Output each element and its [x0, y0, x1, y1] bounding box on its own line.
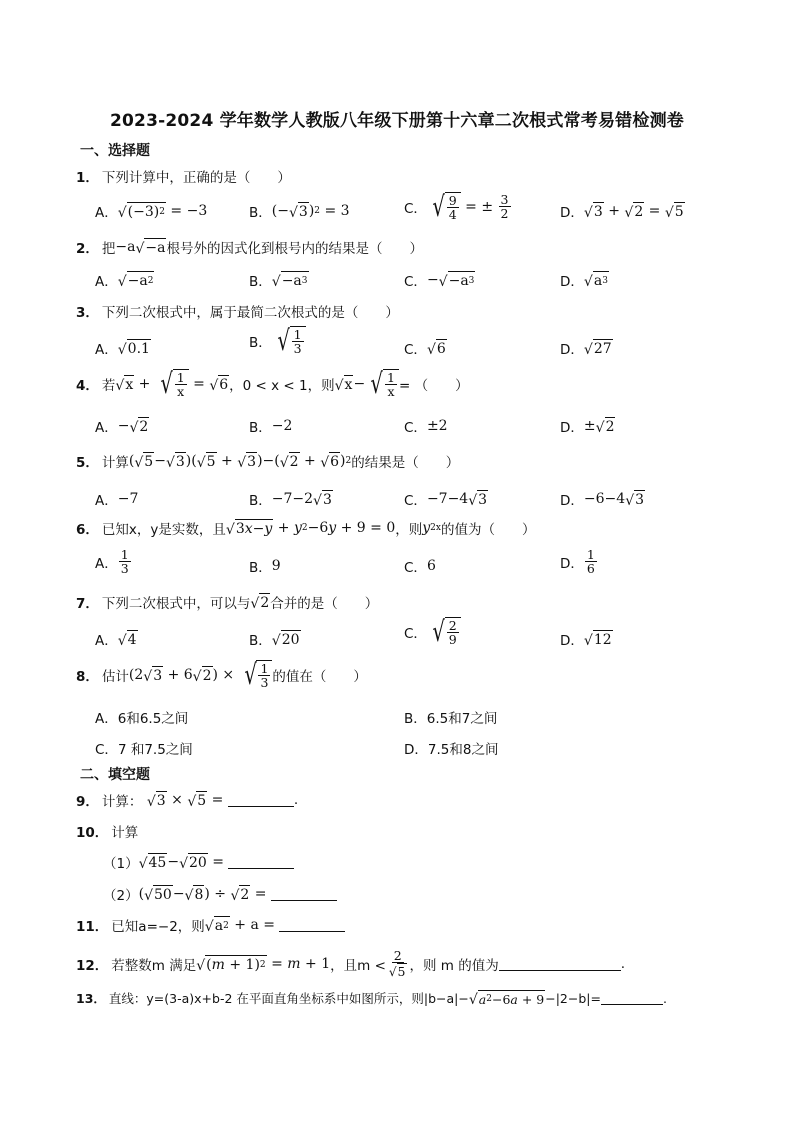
q7-option-c[interactable]: C． √ $\frac{2}{9}$: [404, 617, 461, 646]
formula: (− √ 3 ) 2 = 3: [271, 203, 350, 221]
q4-option-c[interactable]: C． ±2: [404, 418, 448, 436]
answer-blank[interactable]: [228, 793, 294, 807]
q8-option-c[interactable]: C． 7 和7.5之间: [95, 742, 193, 758]
question-4: 4． 若 √ x + √ $\frac{1}{x}$ = √ 6 ，0 < x < 1，则 √ x − √ $\frac{1}{x}$ = （ ）: [76, 367, 469, 401]
q5-option-a[interactable]: A． −7: [95, 491, 139, 509]
question-11: 11． 已知a=−2，则 √ a 2 + a =: [76, 915, 345, 935]
q2-option-b[interactable]: B． √ −a 3: [249, 273, 308, 290]
answer-blank[interactable]: [271, 887, 337, 901]
section-choice: 一、选择题: [80, 143, 150, 159]
answer-blank[interactable]: [601, 991, 663, 1005]
question-12: 12． 若整数m 满足 √ ( m + 1) 2 = m + 1 ，且m < 2 √ 5 ，则 m 的值为 .: [76, 948, 626, 980]
question-5: 5． 计算 ( √ 5 − √ 3 )( √ 5 + √ 3 )−( √ 2 + √ 6 ) 2 的结果是（ ）: [76, 453, 460, 471]
q1-option-a[interactable]: A． √ (−3) 2 = −3: [95, 203, 208, 221]
question-1: [76, 166, 291, 186]
q4-option-d[interactable]: D． ± √ 2: [560, 418, 615, 436]
q7-option-b[interactable]: B． √ 20: [249, 632, 300, 649]
formula: √ $\frac{9}{4}$ = ± $\frac{3}{2}$: [432, 190, 509, 224]
q2-option-c[interactable]: C． − √ −a 3: [404, 272, 475, 290]
q3-option-c[interactable]: C． √ 6: [404, 341, 446, 358]
q2-option-d[interactable]: D． √ a 3: [560, 273, 608, 290]
q6-option-b[interactable]: B． 9: [249, 558, 281, 576]
exam-title: 2023-2024 学年数学人教版八年级下册第十六章二次根式常考易错检测卷: [109, 111, 684, 131]
q3-option-a[interactable]: A． √ 0.1: [95, 341, 150, 358]
q1-option-d[interactable]: D． √ 3 + √ 2 = √ 5: [560, 203, 684, 221]
question-10-part-1: （1） √ 45 − √ 20 =: [103, 852, 294, 872]
question-8: 8． 估计 (2 √ 3 + 6 √ 2 ) × √ $\frac{1}{3}$ 的值在（ ）: [76, 658, 367, 692]
q1-option-b[interactable]: B． (− √ 3 ) 2 = 3: [249, 203, 350, 221]
answer-blank[interactable]: [279, 918, 345, 932]
question-9: 9． 计算： √ 3 × √ 5 = .: [76, 792, 299, 810]
q5-option-d[interactable]: D． −6−4 √ 3: [560, 491, 645, 509]
question-6: 6． 已知x，y是实数，且 √ 3 x − y + y 2 −6 y + 9 = 0 ，则 y 2x 的值为（ ）: [76, 520, 536, 538]
question-13: 13． 直线：y=(3-a)x+b-2 在平面直角坐标系中如图所示，则|b−a|− √ a 2 −6 a + 9 −|2−b|= .: [76, 990, 667, 1008]
q5-option-b[interactable]: B． −7−2 √ 3: [249, 491, 332, 509]
q1-option-c[interactable]: C． √ $\frac{9}{4}$ = ± $\frac{3}{2}$: [404, 192, 512, 221]
q2-option-a[interactable]: A． √ −a 2: [95, 273, 154, 290]
q4-option-b[interactable]: B． −2: [249, 418, 293, 436]
question-2: 2． 把 −a √ −a 根号外的因式化到根号内的结果是（ ）: [76, 239, 423, 257]
question-number: 1．: [76, 170, 99, 186]
q8-option-d[interactable]: D． 7.5和8之间: [404, 742, 499, 758]
q4-option-a[interactable]: A． − √ 2: [95, 418, 149, 436]
q3-option-d[interactable]: D． √ 27: [560, 341, 612, 358]
answer-blank[interactable]: [499, 957, 621, 971]
formula: −a √ −a: [115, 239, 166, 257]
q6-option-d[interactable]: D． $\frac{1}{6}$: [560, 547, 595, 577]
q6-option-c[interactable]: C． 6: [404, 558, 436, 576]
formula: √ (−3) 2 = −3: [117, 203, 208, 221]
formula: √ 3 + √ 2 = √ 5: [583, 203, 684, 221]
answer-blank[interactable]: [228, 855, 294, 869]
q6-option-a[interactable]: A． $\frac{1}{3}$: [95, 547, 129, 577]
question-text: 下列计算中，正确的是（ ）: [101, 170, 291, 186]
section-fill-in: 二、填空题: [80, 767, 150, 783]
question-3: 3． 下列二次根式中，属于最简二次根式的是（ ）: [76, 305, 399, 321]
q5-option-c[interactable]: C． −7−4 √ 3: [404, 491, 488, 509]
q3-option-b[interactable]: B． √ $\frac{1}{3}$: [249, 326, 306, 355]
q7-option-a[interactable]: A． √ 4: [95, 632, 137, 649]
question-10-part-2: （2） ( √ 50 − √ 8 ) ÷ √ 2 =: [103, 884, 337, 904]
q7-option-d[interactable]: D． √ 12: [560, 632, 612, 649]
q8-option-b[interactable]: B． 6.5和7之间: [404, 711, 498, 727]
question-7: 7． 下列二次根式中，可以与 √ 2 合并的是（ ）: [76, 595, 379, 612]
question-10: 10． 计算: [76, 825, 139, 841]
q8-option-a[interactable]: A． 6和6.5之间: [95, 711, 189, 727]
